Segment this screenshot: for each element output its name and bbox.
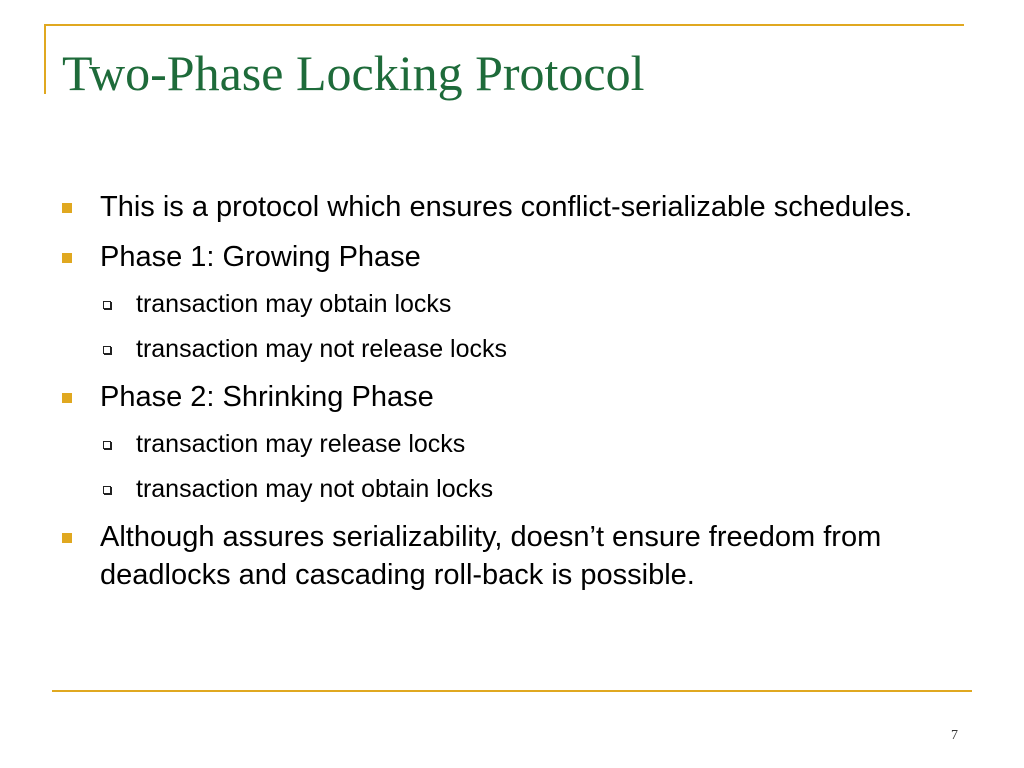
square-bullet-icon bbox=[62, 203, 72, 213]
bullet-item-1 bbox=[60, 188, 960, 226]
bullet-list bbox=[60, 188, 960, 606]
square-bullet-icon bbox=[62, 533, 72, 543]
hollow-square-bullet-icon bbox=[103, 486, 111, 494]
square-bullet-icon bbox=[62, 393, 72, 403]
sub-bullet-text: transaction may release locks bbox=[136, 430, 466, 458]
square-bullet-icon bbox=[62, 253, 72, 263]
sub-bullet-item bbox=[60, 473, 960, 505]
hollow-square-bullet-icon bbox=[103, 441, 111, 449]
bullet-item-2 bbox=[60, 238, 960, 276]
bullet-item-4 bbox=[60, 518, 960, 594]
sub-bullet-text: transaction may obtain locks bbox=[136, 290, 452, 318]
bullet-text: Phase 2: Shrinking Phase bbox=[100, 381, 434, 413]
slide-title: Two-Phase Locking Protocol bbox=[62, 45, 645, 101]
bullet-item-3 bbox=[60, 378, 960, 416]
bullet-text: Phase 1: Growing Phase bbox=[100, 241, 421, 273]
sub-bullet-text: transaction may not obtain locks bbox=[136, 475, 494, 503]
bullet-text: This is a protocol which ensures conflict-serializable schedules. bbox=[100, 191, 913, 223]
hollow-square-bullet-icon bbox=[103, 301, 111, 309]
sub-bullet-item bbox=[60, 288, 960, 320]
page-number: 7 bbox=[951, 728, 958, 743]
bullet-text: Although assures serializability, doesn’t ensure freedom from deadlocks and cascading roll-back is possible. bbox=[100, 521, 882, 591]
frame-top-rule bbox=[44, 24, 964, 26]
sub-bullet-text: transaction may not release locks bbox=[136, 335, 508, 363]
sub-bullet-item bbox=[60, 333, 960, 365]
hollow-square-bullet-icon bbox=[103, 346, 111, 354]
footer-rule bbox=[52, 690, 972, 692]
frame-left-rule bbox=[44, 24, 46, 94]
sub-bullet-item bbox=[60, 428, 960, 460]
